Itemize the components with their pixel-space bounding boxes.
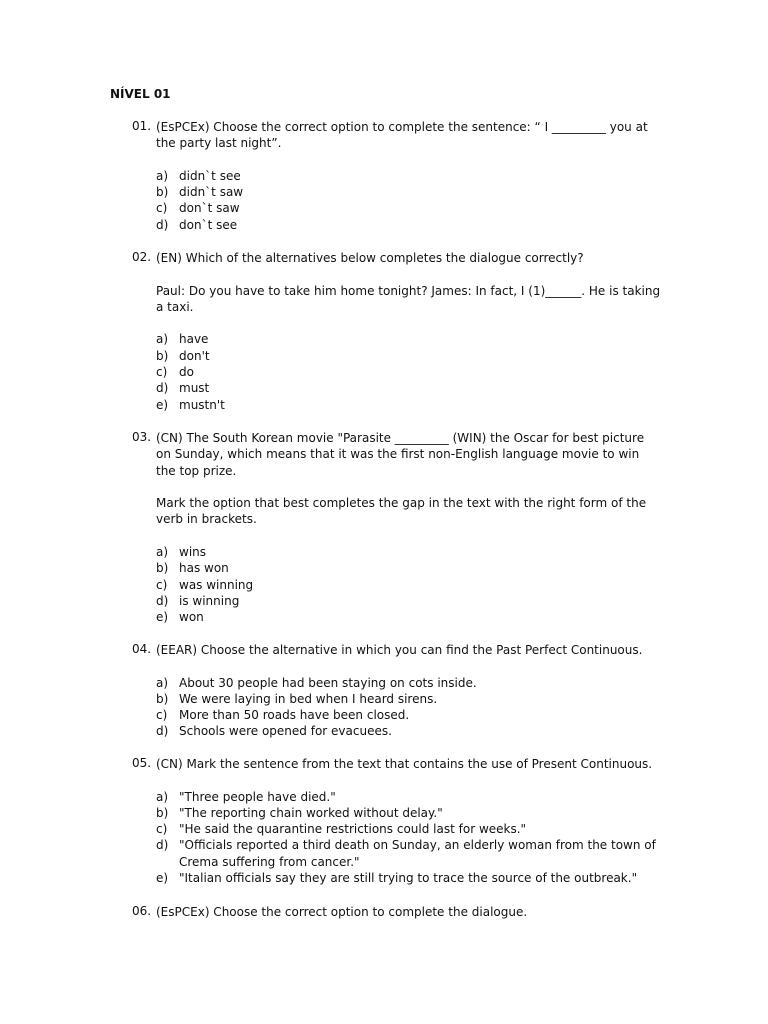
question-text: (EsPCEx) Choose the correct option to complete the dialogue. (156, 905, 528, 919)
option-a: a) About 30 people had been staying on cots inside. (156, 675, 477, 690)
question-text: (CN) Mark the sentence from the text that contains the use of Present Continuous. (156, 757, 653, 771)
option-d: d) must (156, 381, 210, 396)
option-e: e) "Italian officials say they are still trying to trace the source of the outbreak." (156, 871, 638, 886)
option-d: d) don`t see (156, 217, 238, 232)
options-list (156, 331, 662, 412)
question-text: (EN) Which of the alternatives below completes the dialogue correctly? (156, 251, 584, 265)
option-e: e) won (156, 610, 204, 625)
option-c: c) do (156, 365, 194, 380)
option-c: c) was winning (156, 577, 254, 592)
option-b: b) has won (156, 561, 229, 576)
option-b: b) didn`t saw (156, 185, 244, 200)
question-number: 03. (132, 430, 152, 444)
question-number: 06. (132, 904, 152, 918)
option-c: c) "He said the quarantine restrictions could last for weeks." (156, 822, 527, 837)
option-a: a) "Three people have died." (156, 789, 336, 804)
instruction-text: Mark the option that best completes the gap in the text with the right form of the verb in brackets. (156, 496, 647, 527)
option-e: e) mustn't (156, 397, 225, 412)
option-a: a) have (156, 332, 209, 347)
question-03 (132, 430, 662, 626)
question-text: (EEAR) Choose the alternative in which you can find the Past Perfect Continuous. (156, 643, 643, 657)
question-01 (132, 119, 662, 233)
level-heading: NÍVEL 01 (110, 87, 171, 101)
option-b: b) "The reporting chain worked without delay." (156, 805, 443, 820)
question-number: 04. (132, 642, 152, 656)
question-06 (132, 904, 662, 920)
options-list (156, 168, 662, 233)
question-04 (132, 642, 662, 740)
options-list (156, 544, 662, 625)
option-d: d) "Officials reported a third death on Sunday, an elderly woman from the town of Crema suffering from cancer." (156, 838, 656, 869)
options-list (156, 789, 662, 887)
question-02 (132, 250, 662, 413)
question-number: 05. (132, 756, 152, 770)
option-c: c) More than 50 roads have been closed. (156, 708, 410, 723)
option-c: c) don`t saw (156, 201, 240, 216)
question-text: (EsPCEx) Choose the correct option to complete the sentence: “ I _________ you at the party last night”. (156, 120, 648, 151)
question-number: 02. (132, 250, 152, 264)
option-a: a) wins (156, 545, 207, 560)
dialogue-text: Paul: Do you have to take him home tonight? James: In fact, I (1)______. He is taking a taxi. (156, 283, 661, 314)
option-b: b) We were laying in bed when I heard sirens. (156, 691, 438, 706)
question-text: (CN) The South Korean movie "Parasite _________ (WIN) the Oscar for best picture on Sunday, which means that it was the first non-English language movie to win the top prize. (156, 431, 645, 478)
question-05 (132, 756, 662, 886)
options-list (156, 675, 662, 740)
option-d: d) is winning (156, 593, 240, 608)
option-b: b) don't (156, 348, 210, 363)
option-a: a) didn`t see (156, 168, 241, 183)
question-number: 01. (132, 119, 152, 133)
option-d: d) Schools were opened for evacuees. (156, 724, 392, 739)
